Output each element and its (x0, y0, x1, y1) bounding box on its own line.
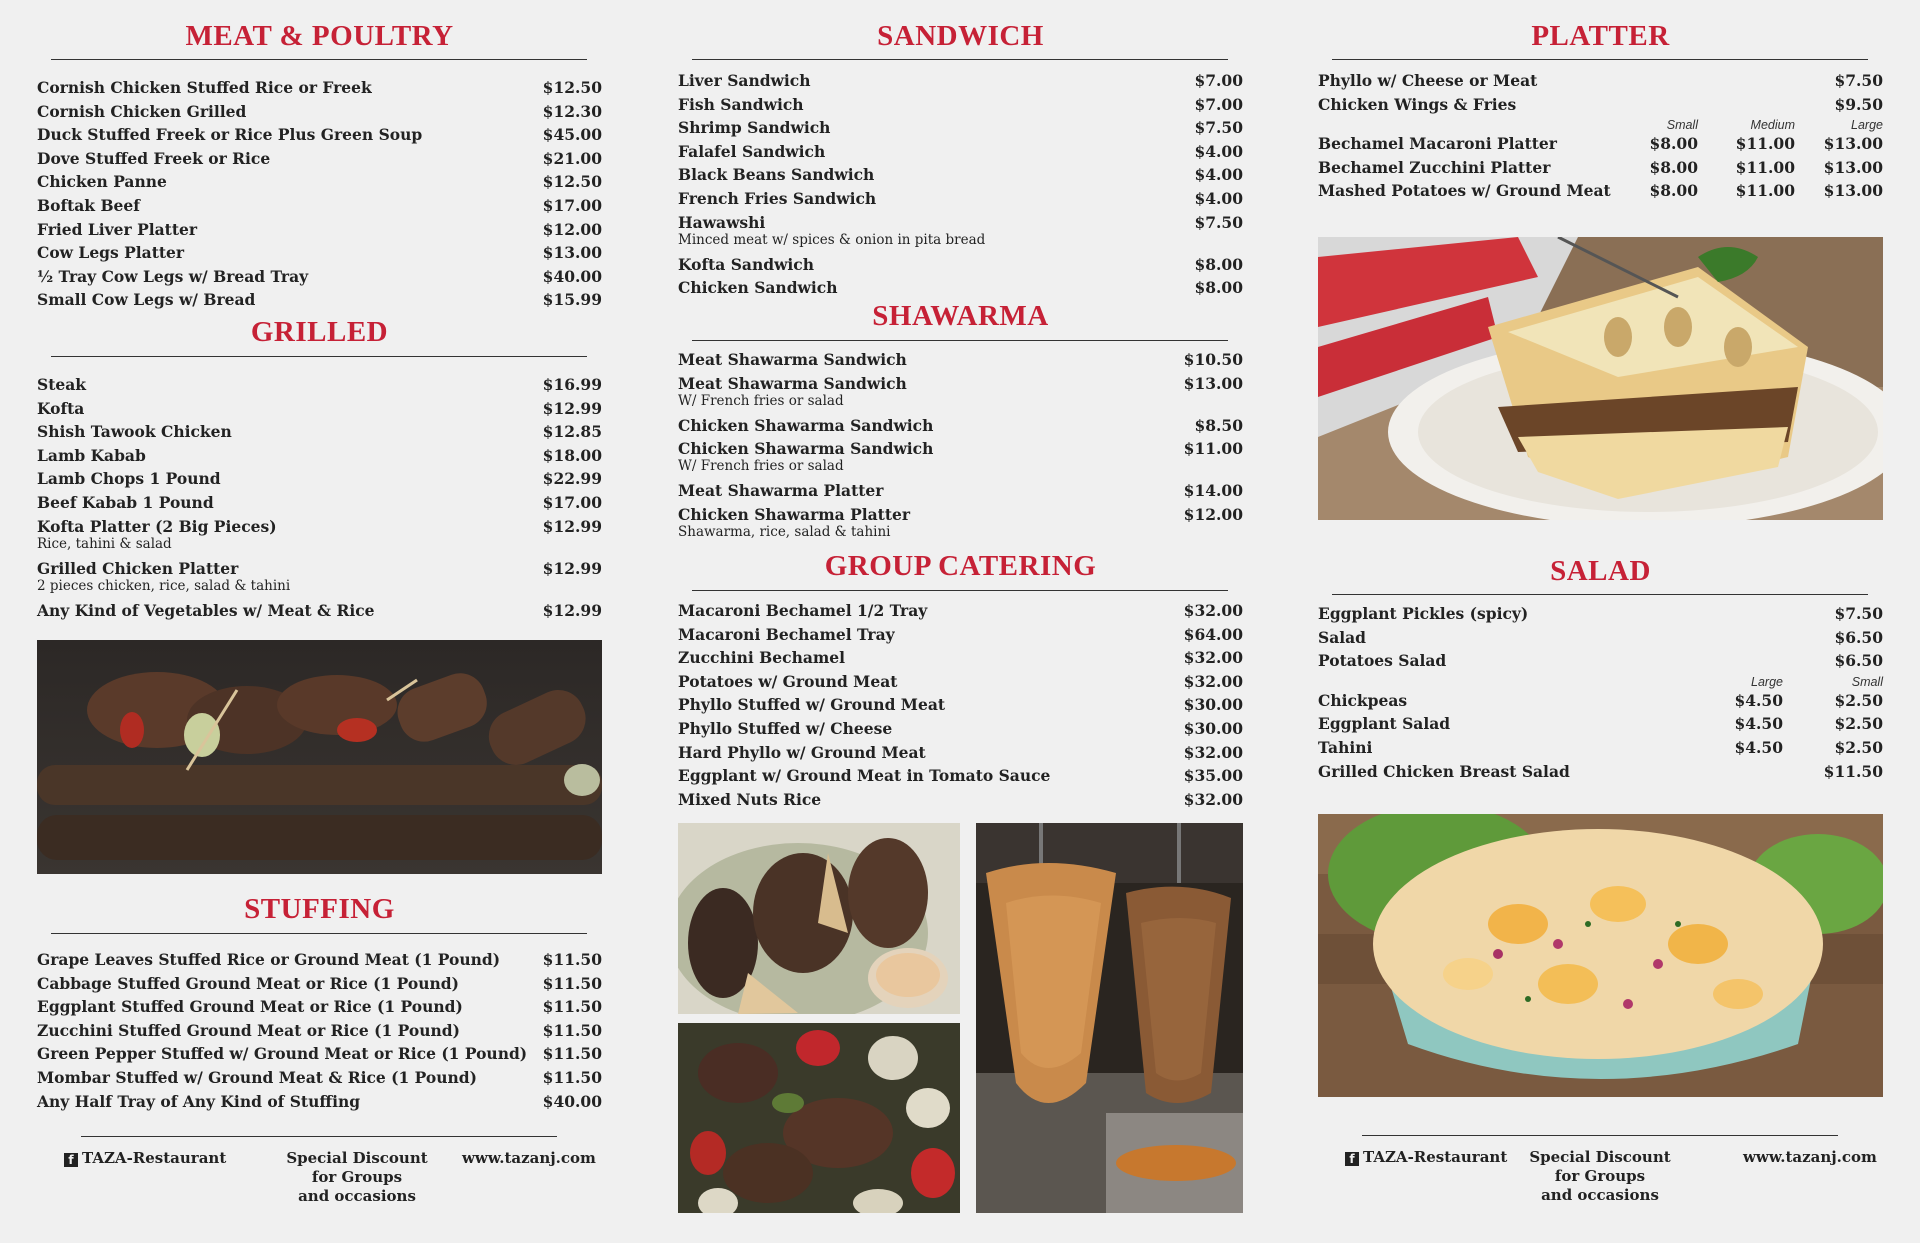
menu-item (678, 790, 1243, 814)
item-name: Meat Shawarma Sandwich (678, 350, 907, 369)
item-price: $11.50 (1823, 761, 1883, 781)
item-name: Grape Leaves Stuffed Rice or Ground Meat (1 Pound) (37, 950, 501, 969)
item-name: Fried Liver Platter (37, 219, 198, 239)
menu-item (678, 672, 1243, 696)
item-name: Chicken Sandwich (678, 278, 838, 298)
divider (692, 590, 1228, 591)
item-price: $6.50 (1834, 651, 1883, 671)
special-discount-note: Special Discount for Groups and occasions (1529, 1148, 1671, 1204)
macaroni-bechamel-photo (1318, 237, 1883, 520)
item-name: Boftak Beef (37, 195, 140, 215)
menu-item (37, 149, 602, 173)
menu-item (1318, 95, 1883, 119)
item-name: Meat Shawarma Platter (678, 481, 884, 501)
item-description: W/ French fries or salad (678, 458, 844, 475)
item-price: $4.00 (1194, 141, 1243, 161)
salad-list (1318, 604, 1883, 785)
menu-item (678, 95, 1243, 119)
left-column (37, 0, 602, 1243)
item-price: $7.50 (1194, 118, 1243, 138)
item-name: Eggplant w/ Ground Meat in Tomato Sauce (678, 766, 1051, 786)
menu-item (37, 172, 602, 196)
size-label: Large (1851, 118, 1883, 133)
menu-item (1318, 158, 1883, 182)
shawarma-cones-photo (976, 823, 1243, 1213)
menu-item (37, 1092, 602, 1116)
menu-item (1318, 691, 1883, 715)
divider (1332, 594, 1868, 595)
menu-item (678, 255, 1243, 279)
meat-poultry-list (37, 78, 602, 314)
item-price: $13.00 (1823, 181, 1883, 201)
menu-item (678, 439, 1243, 481)
item-price: $17.00 (542, 492, 602, 512)
item-description: W/ French fries or salad (678, 392, 844, 409)
facebook-icon: f (64, 1153, 78, 1167)
menu-item (1318, 738, 1883, 762)
item-name: Bechamel Zucchini Platter (1318, 157, 1551, 177)
item-name: Tahini (1318, 737, 1373, 757)
sandwich-title: SANDWICH (877, 20, 1044, 52)
item-name: Liver Sandwich (678, 71, 811, 90)
menu-item (37, 1068, 602, 1092)
menu-item (678, 505, 1243, 547)
grilled-kebab-photo (37, 640, 602, 874)
grilled-title: GRILLED (250, 316, 389, 348)
item-price: $12.99 (542, 600, 602, 620)
item-name: Macaroni Bechamel 1/2 Tray (678, 601, 928, 620)
group-catering-list (678, 601, 1243, 813)
item-name: Phyllo Stuffed w/ Cheese (678, 718, 893, 738)
menu-item (1318, 134, 1883, 158)
item-name: Dove Stuffed Freek or Rice (37, 148, 271, 168)
item-price: $12.00 (1183, 504, 1243, 524)
item-price: $2.50 (1834, 714, 1883, 734)
item-name: Cornish Chicken Grilled (37, 101, 247, 121)
item-name: Phyllo w/ Cheese or Meat (1318, 71, 1538, 90)
menu-item (1318, 762, 1883, 786)
item-price: $64.00 (1183, 624, 1243, 644)
menu-item (37, 997, 602, 1021)
item-description: Rice, tahini & salad (37, 535, 172, 552)
menu-item (1318, 181, 1883, 205)
item-name: Any Kind of Vegetables w/ Meat & Rice (37, 600, 375, 620)
item-price: $32.00 (1183, 648, 1243, 668)
item-price: $30.00 (1183, 695, 1243, 715)
menu-item (37, 517, 602, 559)
item-name: Cabbage Stuffed Ground Meat or Rice (1 Pound) (37, 973, 459, 993)
footer-divider (81, 1136, 557, 1137)
item-name: Mombar Stuffed w/ Ground Meat & Rice (1 Pound) (37, 1067, 477, 1087)
size-header (1318, 675, 1883, 691)
item-price: $7.50 (1194, 212, 1243, 232)
item-name: Grilled Chicken Breast Salad (1318, 761, 1570, 781)
item-name: Kofta Platter (2 Big Pieces) (37, 516, 277, 536)
item-name: Eggplant Stuffed Ground Meat or Rice (1 Pound) (37, 997, 463, 1017)
item-name: Lamb Chops 1 Pound (37, 469, 221, 489)
item-price: $11.50 (542, 973, 602, 993)
facebook-link[interactable]: f TAZA-Restaurant (1345, 1148, 1507, 1166)
item-price: $8.00 (1194, 254, 1243, 274)
item-price: $12.99 (542, 516, 602, 536)
item-price: $2.50 (1834, 690, 1883, 710)
facebook-icon: f (1345, 1152, 1359, 1166)
item-name: Cornish Chicken Stuffed Rice or Freek (37, 78, 372, 97)
size-label: Small (1851, 674, 1883, 689)
item-price: $45.00 (542, 125, 602, 145)
item-price: $15.99 (542, 290, 602, 310)
item-name: Meat Shawarma Sandwich (678, 373, 907, 393)
right-column (1318, 0, 1883, 1243)
item-price: $8.00 (1194, 278, 1243, 298)
item-price: $12.99 (542, 398, 602, 418)
item-name: Chicken Shawarma Sandwich (678, 415, 934, 435)
menu-item (678, 374, 1243, 416)
stuffing-title: STUFFING (244, 893, 395, 925)
menu-item (37, 220, 602, 244)
item-price: $40.00 (542, 1091, 602, 1111)
menu-item (37, 1021, 602, 1045)
item-name: Beef Kabab 1 Pound (37, 492, 214, 512)
item-price: $9.50 (1834, 94, 1883, 114)
item-name: Grilled Chicken Platter (37, 558, 239, 578)
item-price: $12.30 (542, 101, 602, 121)
item-price: $11.50 (542, 1044, 602, 1064)
item-name: Eggplant Salad (1318, 714, 1451, 734)
menu-item (1318, 604, 1883, 628)
item-name: Macaroni Bechamel Tray (678, 624, 895, 644)
item-name: Hawawshi (678, 212, 766, 232)
menu-item (678, 165, 1243, 189)
shawarma-title: SHAWARMA (872, 300, 1049, 332)
menu-item (37, 78, 602, 102)
salad-title: SALAD (1550, 555, 1651, 587)
menu-item (1318, 651, 1883, 675)
item-price: $8.50 (1194, 415, 1243, 435)
menu-item (678, 189, 1243, 213)
item-price: $13.00 (1183, 373, 1243, 393)
item-price: $6.50 (1834, 627, 1883, 647)
menu-item (37, 974, 602, 998)
item-price: $11.50 (542, 1067, 602, 1087)
item-price: $7.50 (1834, 604, 1883, 623)
menu-item (37, 446, 602, 470)
item-name: Kofta Sandwich (678, 254, 815, 274)
menu-item (678, 142, 1243, 166)
divider (51, 933, 587, 934)
special-discount-note: Special Discount for Groups and occasions (286, 1149, 428, 1205)
item-price: $11.00 (1183, 439, 1243, 459)
menu-item (678, 648, 1243, 672)
divider (51, 356, 587, 357)
item-price: $8.00 (1649, 134, 1698, 154)
size-header (1318, 118, 1883, 134)
item-price: $40.00 (542, 266, 602, 286)
menu-item (678, 625, 1243, 649)
item-name: Black Beans Sandwich (678, 165, 875, 185)
menu-item (37, 950, 602, 974)
stuffing-list (37, 950, 602, 1115)
item-price: $11.00 (1735, 157, 1795, 177)
divider (692, 340, 1228, 341)
menu-item (678, 278, 1243, 302)
menu-item (678, 118, 1243, 142)
item-name: Hard Phyllo w/ Ground Meat (678, 742, 926, 762)
menu-item (37, 290, 602, 314)
item-price: $8.00 (1649, 181, 1698, 201)
item-name: Any Half Tray of Any Kind of Stuffing (37, 1091, 361, 1111)
item-price: $7.50 (1834, 71, 1883, 90)
item-price: $13.00 (542, 243, 602, 263)
item-name: Eggplant Pickles (spicy) (1318, 604, 1529, 623)
menu-item (678, 695, 1243, 719)
item-name: Shrimp Sandwich (678, 118, 831, 138)
item-name: Mashed Potatoes w/ Ground Meat (1318, 181, 1611, 201)
menu-item (678, 601, 1243, 625)
menu-item (37, 601, 602, 625)
website-link[interactable]: www.tazanj.com (462, 1149, 596, 1167)
item-price: $32.00 (1183, 789, 1243, 809)
item-price: $14.00 (1183, 481, 1243, 501)
item-price: $22.99 (542, 469, 602, 489)
divider (692, 59, 1228, 60)
item-price: $7.00 (1194, 71, 1243, 90)
group-catering-title: GROUP CATERING (824, 550, 1097, 582)
item-price: $10.50 (1183, 350, 1243, 369)
size-label: Small (1666, 118, 1698, 133)
item-name: Mixed Nuts Rice (678, 789, 822, 809)
item-name: Potatoes Salad (1318, 651, 1447, 671)
menu-item (1318, 71, 1883, 95)
menu-item (37, 559, 602, 601)
item-name: Kofta (37, 398, 85, 418)
item-name: Small Cow Legs w/ Bread (37, 290, 256, 310)
menu-item (1318, 628, 1883, 652)
item-price: $32.00 (1183, 671, 1243, 691)
item-price: $30.00 (1183, 718, 1243, 738)
size-label: Large (1751, 674, 1783, 689)
item-price: $18.00 (542, 445, 602, 465)
item-price: $4.00 (1194, 188, 1243, 208)
item-price: $4.50 (1734, 714, 1783, 734)
menu-item (37, 196, 602, 220)
middle-column (678, 0, 1243, 1243)
item-price: $12.50 (542, 172, 602, 192)
menu-item (678, 71, 1243, 95)
item-description: 2 pieces chicken, rice, salad & tahini (37, 577, 291, 594)
menu-item (37, 469, 602, 493)
item-price: $12.50 (542, 78, 602, 97)
item-name: Zucchini Bechamel (678, 648, 846, 668)
item-name: Lamb Kabab (37, 445, 146, 465)
grilled-vegetables-photo (678, 1023, 960, 1213)
item-name: Phyllo Stuffed w/ Ground Meat (678, 695, 946, 715)
item-name: Chicken Shawarma Sandwich (678, 439, 934, 459)
item-price: $35.00 (1183, 766, 1243, 786)
item-price: $11.00 (1735, 134, 1795, 154)
item-price: $7.00 (1194, 94, 1243, 114)
platter-list (1318, 71, 1883, 205)
menu-item (37, 125, 602, 149)
item-price: $11.50 (542, 1020, 602, 1040)
item-name: Chickpeas (1318, 690, 1408, 710)
item-price: $12.85 (542, 422, 602, 442)
item-name: Cow Legs Platter (37, 243, 185, 263)
item-name: ½ Tray Cow Legs w/ Bread Tray (37, 266, 309, 286)
potato-salad-photo (1318, 814, 1883, 1097)
item-price: $12.00 (542, 219, 602, 239)
item-name: Steak (37, 375, 86, 394)
item-price: $21.00 (542, 148, 602, 168)
meat-poultry-title: MEAT & POULTRY (185, 20, 454, 52)
menu-item (678, 766, 1243, 790)
item-price: $17.00 (542, 195, 602, 215)
item-price: $13.00 (1823, 157, 1883, 177)
item-name: Green Pepper Stuffed w/ Ground Meat or Rice (1 Pound) (37, 1044, 528, 1064)
menu-item (37, 375, 602, 399)
item-price: $16.99 (542, 375, 602, 394)
menu-item (678, 416, 1243, 440)
item-price: $13.00 (1823, 134, 1883, 154)
item-price: $4.50 (1734, 690, 1783, 710)
menu-item (1318, 714, 1883, 738)
divider (51, 59, 587, 60)
item-name: Zucchini Stuffed Ground Meat or Rice (1 Pound) (37, 1020, 460, 1040)
menu-item (678, 743, 1243, 767)
menu-item (37, 102, 602, 126)
item-price: $2.50 (1834, 737, 1883, 757)
item-name: Chicken Panne (37, 172, 167, 192)
menu-item (37, 1044, 602, 1068)
menu-item (678, 213, 1243, 255)
item-description: Minced meat w/ spices & onion in pita bread (678, 231, 986, 248)
item-name: Shish Tawook Chicken (37, 422, 232, 442)
item-name: Potatoes w/ Ground Meat (678, 671, 898, 691)
divider (1332, 59, 1868, 60)
item-price: $11.50 (542, 950, 602, 969)
item-name: Bechamel Macaroni Platter (1318, 134, 1557, 154)
item-name: French Fries Sandwich (678, 188, 877, 208)
menu-item (37, 399, 602, 423)
item-name: Fish Sandwich (678, 94, 804, 114)
item-price: $4.50 (1734, 737, 1783, 757)
item-price: $4.00 (1194, 165, 1243, 185)
shawarma-list (678, 350, 1243, 547)
item-price: $11.00 (1735, 181, 1795, 201)
footer-divider (1362, 1135, 1838, 1136)
menu-item (678, 719, 1243, 743)
menu-item (37, 422, 602, 446)
menu-item (37, 493, 602, 517)
item-name: Duck Stuffed Freek or Rice Plus Green Soup (37, 125, 423, 145)
mixed-grill-photo (678, 823, 960, 1014)
website-link[interactable]: www.tazanj.com (1743, 1148, 1877, 1166)
item-name: Chicken Shawarma Platter (678, 504, 911, 524)
item-name: Chicken Wings & Fries (1318, 94, 1517, 114)
menu-item (37, 243, 602, 267)
item-price: $32.00 (1183, 742, 1243, 762)
item-price: $11.50 (542, 997, 602, 1017)
item-price: $8.00 (1649, 157, 1698, 177)
platter-title: PLATTER (1531, 20, 1670, 52)
facebook-link[interactable]: f TAZA-Restaurant (64, 1149, 226, 1167)
size-label: Medium (1750, 118, 1795, 133)
menu-item (37, 267, 602, 291)
sandwich-list (678, 71, 1243, 302)
item-description: Shawarma, rice, salad & tahini (678, 523, 891, 540)
menu-item (678, 481, 1243, 505)
item-price: $32.00 (1183, 601, 1243, 620)
item-name: Salad (1318, 627, 1367, 647)
grilled-list (37, 375, 602, 624)
item-name: Falafel Sandwich (678, 141, 826, 161)
menu-item (678, 350, 1243, 374)
item-price: $12.99 (542, 558, 602, 578)
